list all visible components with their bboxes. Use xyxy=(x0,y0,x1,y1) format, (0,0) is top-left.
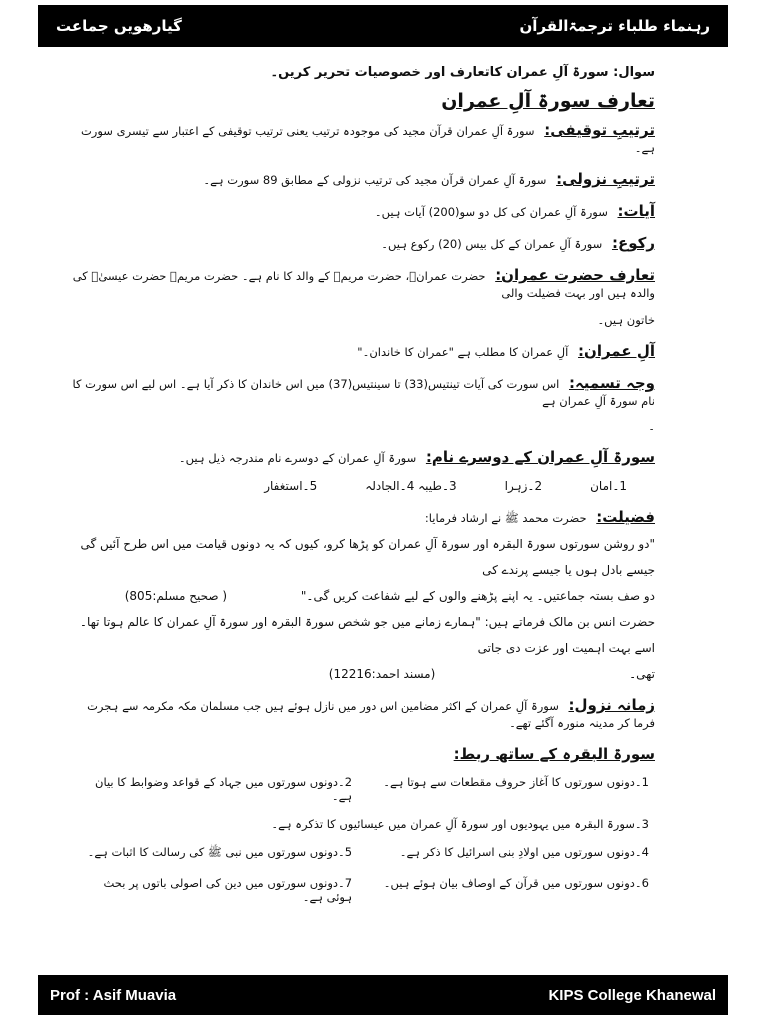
item-text: سورۃ آلِ عمران کے کل بیس (20) رکوع ہیں۔ xyxy=(381,237,603,251)
item-tartib-nuzuli xyxy=(68,171,655,189)
rabt-row-3 xyxy=(68,876,655,904)
item-text: سورۃ آلِ عمران قرآن مجید کی موجودہ ترتیب یعنی ترتیب توقیفی کے اعتبار سے تیسری سورت ہے۔ xyxy=(80,124,655,155)
anas-line1: حضرت انس بن مالک فرماتے ہیں: "ہمارے زمانے میں جو شخص سورۃ البقرہ اور سورۃ آلِ عمران کا عالم ہوتا تھا۔ اسے بہت اہمیت اور عزت دی جاتی xyxy=(79,615,655,655)
other-names-text: سورۃ آلِ عمران کے دوسرے نام مندرجہ ذیل ہیں۔ xyxy=(178,451,417,465)
wajh-line2: ۔ xyxy=(648,419,655,433)
reference-muslim: ( صحیح مسلم:805) xyxy=(124,589,228,603)
item-label: ترتیبِ توقیفی: xyxy=(544,121,655,139)
other-names-label: سورۃ آلِ عمران کے دوسرے نام: xyxy=(425,448,655,466)
footer-bar xyxy=(38,975,728,1015)
zamana-label: زمانہ نزول: xyxy=(568,696,655,714)
name-item: 2۔زہرا xyxy=(504,479,543,493)
aal-imran xyxy=(68,343,655,361)
item-text: سورۃ آلِ عمران قرآن مجید کی ترتیب نزولی کے مطابق 89 سورت ہے۔ xyxy=(203,173,547,187)
fazeelat xyxy=(68,509,655,527)
document-body xyxy=(68,64,655,918)
rabt-point-3: 3۔سورۃ البقرہ میں یہودیوں اور سورۃ آلِ عمران میں عیسائیوں کا تذکرہ ہے۔ xyxy=(271,817,649,831)
rabt-point-7: 7۔دونوں سورتوں میں دین کی اصولی باتوں پر بحث ہوئی ہے۔ xyxy=(103,876,353,904)
main-title: تعارف سورۃ آلِ عمران xyxy=(441,90,655,112)
taaruf-line1: حضرت عمرانؑ، حضرت مریمؑ کے والد کا نام ہے۔ حضرت مریمؑ حضرت عیسیٰؑ کی والدہ ہیں اور بہت فضیلت والی xyxy=(72,269,655,300)
name-item: 1۔امان xyxy=(590,479,627,493)
header-bar xyxy=(38,5,728,47)
item-ruku xyxy=(68,235,655,253)
name-item: 3۔طیبہ 4۔الجادلہ xyxy=(365,479,457,493)
taaruf-imran xyxy=(68,267,655,302)
aal-imran-label: آلِ عمران: xyxy=(578,342,655,360)
anas-line2-text: تھی۔ xyxy=(629,667,655,681)
rabt-row-2 xyxy=(68,845,655,862)
footer-college: KIPS College Khanewal xyxy=(548,986,716,1004)
wajh-label: وجہ تسمیہ: xyxy=(568,374,655,392)
hadith-line2-text: دو صف بستہ جماعتیں۔ یہ اپنے پڑھنے والوں کے لیے شفاعت کریں گی۔" xyxy=(300,589,655,603)
item-text: سورۃ آلِ عمران کی کل دو سو(200) آیات ہیں۔ xyxy=(374,205,608,219)
fazeelat-intro: حضرت محمد ﷺ نے ارشاد فرمایا: xyxy=(424,511,587,525)
item-label: ترتیبِ نزولی: xyxy=(556,170,655,188)
reference-ahmad: (مسند احمد:12216) xyxy=(328,667,436,681)
rabt-point-6: 6۔دونوں سورتوں میں قرآن کے اوصاف بیان ہوئے ہیں۔ xyxy=(383,876,649,890)
names-list xyxy=(68,479,655,493)
rabt-title: سورۃ البقرہ کے ساتھ ربط: xyxy=(453,745,655,763)
item-label: رکوع: xyxy=(611,234,655,252)
rabt-point-1: 1۔دونوں سورتوں کا آغاز حروف مقطعات سے ہوتا ہے۔ xyxy=(383,775,649,789)
rabt-point-2: 2۔دونوں سورتوں میں جہاد کے قواعد وضوابط کا بیان ہے۔ xyxy=(95,775,353,803)
name-item: 5۔استغفار xyxy=(264,479,318,493)
zamana-nuzul xyxy=(68,697,655,732)
item-ayat xyxy=(68,203,655,221)
rabt-point-5: 5۔دونوں سورتوں میں نبی ﷺ کی رسالت کا اثبات ہے۔ xyxy=(87,845,353,859)
question: سوال: سورۃ آلِ عمران کاتعارف اور خصوصیات تحریر کریں۔ xyxy=(270,65,655,80)
item-label: آیات: xyxy=(617,202,655,220)
rabt-row-1 xyxy=(68,775,655,803)
taaruf-label: تعارف حضرت عمران: xyxy=(495,266,655,284)
anas-line2 xyxy=(68,661,655,687)
zamana-text: سورۃ آلِ عمران کے اکثر مضامین اس دور میں نازل ہوئے ہیں جب مسلمان مکہ مکرمہ سے ہجرت فرما کر مدینہ منورہ آگئے تھے۔ xyxy=(87,699,655,730)
wajh-tasmiya xyxy=(68,375,655,410)
aal-imran-text: آلِ عمران کا مطلب ہے "عمران کا خاندان۔" xyxy=(357,345,569,359)
rabt-point-4: 4۔دونوں سورتوں میں اولادِ بنی اسرائیل کا ذکر ہے۔ xyxy=(399,845,649,859)
hadith-line1: "دو روشن سورتوں سورۃ البقرہ اور سورۃ آلِ عمران کو پڑھا کرو، کیوں کہ یہ دونوں قیامت میں اس طرح آئیں گی جیسے بادل ہوں یا جیسے پرندے کی xyxy=(80,537,655,577)
header-title: رہنماء طلباء ترجمۃالقرآن xyxy=(519,17,710,35)
wajh-line1: اس سورت کی آیات تینتیس(33) تا سینتیس(37) میں اس خاندان کا ذکر آیا ہے۔ اس لیے اس سورت کا نام سورۃ آلِ عمران ہے xyxy=(72,377,655,408)
hadith-line2 xyxy=(68,583,655,609)
footer-professor: Prof : Asif Muavia xyxy=(50,986,177,1004)
other-names xyxy=(68,449,655,467)
taaruf-line2: خاتون ہیں۔ xyxy=(597,313,655,327)
fazeelat-label: فضیلت: xyxy=(596,508,655,526)
item-tartib-tauqifi xyxy=(68,122,655,157)
header-grade: گیارھویں جماعت xyxy=(56,17,182,35)
